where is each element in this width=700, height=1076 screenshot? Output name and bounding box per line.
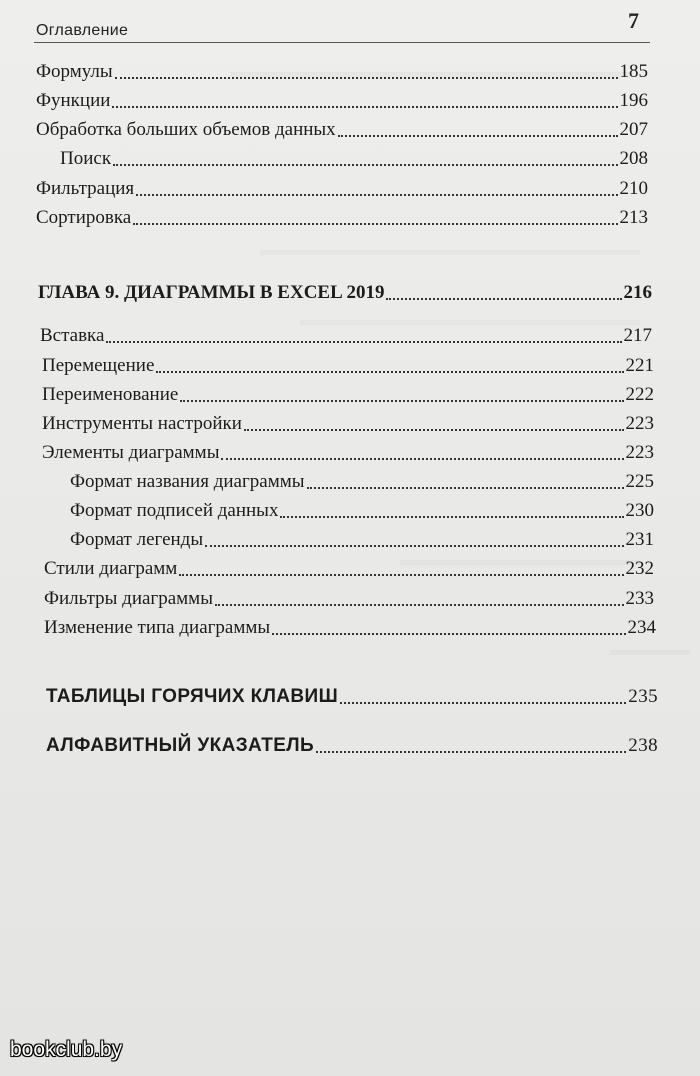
leader-dots [338, 134, 618, 137]
bleed-through-line [260, 250, 640, 255]
leader-dots [316, 750, 626, 753]
leader-dots [106, 340, 621, 343]
leader-dots [113, 163, 617, 166]
toc-entry-page: 232 [625, 558, 654, 579]
toc-entry-title: Поиск [60, 148, 112, 169]
leader-dots [133, 222, 617, 225]
leader-dots [205, 544, 623, 547]
toc-entry-title: Сортировка [36, 207, 132, 228]
toc-section-hotkeys[interactable] [46, 686, 658, 708]
toc-entry-move[interactable] [42, 355, 654, 377]
toc-section-index[interactable] [46, 735, 658, 757]
toc-entry-tools[interactable] [42, 413, 654, 435]
leader-dots [272, 632, 625, 635]
toc-entry-page: 221 [625, 355, 654, 376]
leader-dots [180, 399, 623, 402]
leader-dots [307, 486, 624, 489]
toc-entry-chart-styles[interactable] [44, 558, 654, 580]
toc-entry-page: 234 [627, 617, 656, 638]
toc-entry-title: Формат легенды [70, 529, 204, 550]
section-page: 235 [628, 686, 658, 707]
toc-entry-rename[interactable] [42, 384, 654, 406]
toc-entry-formulas[interactable] [36, 61, 648, 83]
leader-dots [244, 428, 624, 431]
section-page: 238 [628, 735, 658, 756]
toc-entry-title: Вставка [40, 325, 105, 346]
toc-entry-title: Функции [36, 90, 111, 111]
leader-dots [221, 457, 623, 460]
toc-entry-title: Изменение типа диаграммы [44, 617, 271, 638]
toc-entry-search[interactable] [60, 148, 648, 170]
toc-entry-insert[interactable] [40, 325, 652, 347]
toc-entry-title: Обработка больших объемов данных [36, 119, 336, 140]
toc-entry-labels-format[interactable] [70, 500, 654, 522]
toc-entry-title: Стили диаграмм [44, 558, 178, 579]
toc-entry-title: Фильтрация [36, 178, 135, 199]
leader-dots [179, 573, 623, 576]
toc-entry-sorting[interactable] [36, 207, 648, 229]
toc-entry-title-format[interactable] [70, 471, 654, 493]
chapter-title: ГЛАВА 9. ДИАГРАММЫ В EXCEL 2019 [38, 282, 385, 303]
leader-dots [156, 370, 623, 373]
toc-entry-title: Перемещение [42, 355, 155, 376]
header-rule [34, 42, 650, 43]
toc-entry-title: Инструменты настройки [42, 413, 242, 434]
section-title: ТАБЛИЦЫ ГОРЯЧИХ КЛАВИШ [46, 686, 339, 707]
toc-entry-page: 231 [625, 529, 654, 550]
toc-entry-page: 222 [625, 384, 654, 405]
toc-entry-title: Формат подписей данных [70, 500, 279, 521]
toc-entry-page: 223 [625, 413, 654, 434]
toc-entry-page: 225 [625, 471, 654, 492]
toc-entry-page: 208 [619, 148, 648, 169]
toc-entry-page: 196 [619, 90, 648, 111]
leader-dots [340, 701, 626, 704]
leader-dots [136, 193, 617, 196]
toc-entry-functions[interactable] [36, 90, 648, 112]
page-number: 7 [628, 8, 639, 33]
toc-entry-chart-elements[interactable] [42, 442, 654, 464]
toc-entry-page: 223 [625, 442, 654, 463]
toc-entry-change-type[interactable] [44, 617, 656, 639]
toc-entry-page: 185 [619, 61, 648, 82]
toc-chapter-9[interactable] [38, 282, 652, 304]
toc-entry-title: Формулы [36, 61, 113, 82]
leader-dots [112, 105, 617, 108]
leader-dots [115, 76, 618, 79]
toc-entry-page: 207 [619, 119, 648, 140]
toc-entry-page: 213 [619, 207, 648, 228]
toc-entry-title: Формат названия диаграммы [70, 471, 305, 492]
chapter-page: 216 [623, 282, 652, 303]
toc-entry-page: 233 [625, 588, 654, 609]
bleed-through-line [610, 650, 690, 655]
leader-dots [386, 297, 621, 300]
toc-entry-page: 210 [619, 178, 648, 199]
toc-entry-title: Фильтры диаграммы [44, 588, 213, 609]
toc-entry-page: 217 [623, 325, 652, 346]
toc-entry-big-data[interactable] [36, 119, 648, 141]
toc-entry-chart-filters[interactable] [44, 588, 654, 610]
toc-entry-legend-format[interactable] [70, 529, 654, 551]
watermark: bookclub.by [10, 1038, 123, 1061]
toc-entry-title: Переименование [42, 384, 179, 405]
running-head: Оглавление [36, 22, 129, 39]
toc-entry-filtering[interactable] [36, 178, 648, 200]
toc-entry-title: Элементы диаграммы [42, 442, 220, 463]
toc-entry-page: 230 [625, 500, 654, 521]
leader-dots [280, 515, 623, 518]
leader-dots [215, 603, 624, 606]
section-title: АЛФАВИТНЫЙ УКАЗАТЕЛЬ [46, 735, 315, 756]
